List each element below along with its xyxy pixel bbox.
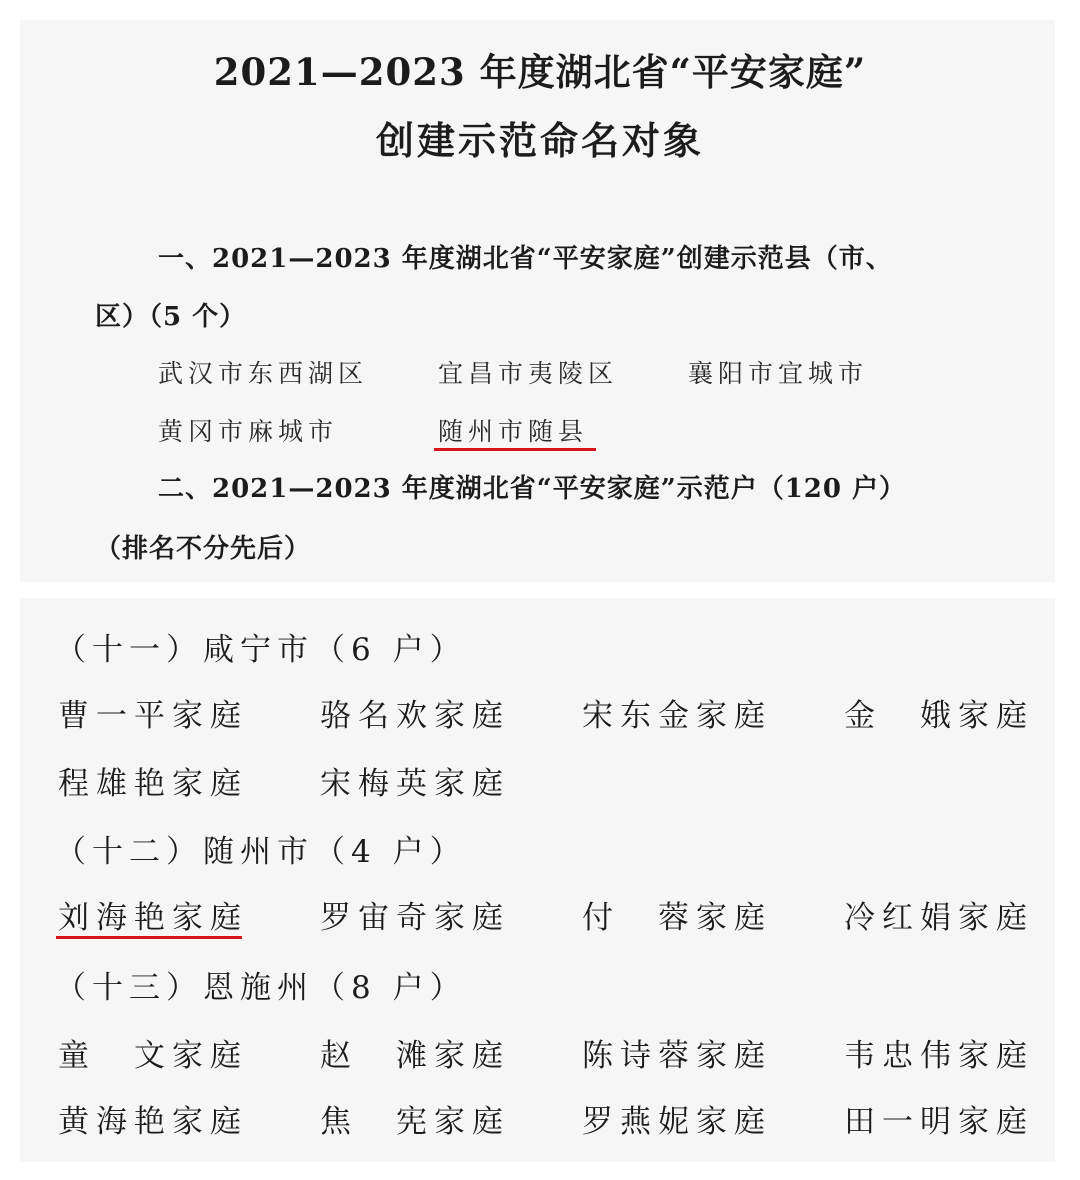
part1-heading-line-1: 一、2021—2023 年度湖北省“平安家庭”创建示范县（市、 [158, 244, 893, 274]
family-name: 宋梅英家庭 [320, 766, 510, 802]
family-name: 赵 滩家庭 [320, 1038, 510, 1074]
county-item-highlighted: 随州市随县 [438, 417, 589, 446]
document-bottom-excerpt [20, 598, 1055, 1162]
section-heading-xianning: （十一）咸宁市（6 户） [55, 632, 467, 668]
family-name: 田一明家庭 [844, 1104, 1034, 1140]
family-name: 冷红娟家庭 [844, 900, 1034, 936]
family-name: 陈诗蓉家庭 [582, 1038, 772, 1074]
document-title-line-1: 2021—2023 年度湖北省“平安家庭” [213, 50, 867, 94]
family-name: 金 娥家庭 [844, 698, 1034, 734]
county-item: 襄阳市宜城市 [688, 359, 869, 388]
family-name: 焦 宪家庭 [320, 1104, 510, 1140]
family-name: 宋东金家庭 [582, 698, 772, 734]
family-name: 罗燕妮家庭 [582, 1104, 772, 1140]
document-title-line-2: 创建示范命名对象 [375, 118, 704, 163]
family-name: 程雄艳家庭 [58, 766, 248, 802]
highlight-underline [56, 936, 242, 939]
highlight-underline [434, 448, 596, 451]
family-name: 韦忠伟家庭 [844, 1038, 1034, 1074]
section-heading-enshi: （十三）恩施州（8 户） [55, 970, 467, 1006]
family-name: 骆名欢家庭 [320, 698, 510, 734]
family-name: 黄海艳家庭 [58, 1104, 248, 1140]
county-item: 宜昌市夷陵区 [438, 359, 619, 388]
family-name-highlighted: 刘海艳家庭 [58, 900, 248, 936]
part2-heading-line-2: （排名不分先后） [95, 534, 312, 564]
section-heading-suizhou: （十二）随州市（4 户） [55, 834, 467, 870]
family-name: 付 蓉家庭 [582, 900, 772, 936]
county-item: 武汉市东西湖区 [158, 359, 369, 388]
family-name: 曹一平家庭 [58, 698, 248, 734]
part1-heading-line-2: 区）（5 个） [95, 302, 247, 332]
family-name: 罗宙奇家庭 [320, 900, 510, 936]
family-name: 童 文家庭 [58, 1038, 248, 1074]
county-item: 黄冈市麻城市 [158, 417, 339, 446]
part2-heading-line-1: 二、2021—2023 年度湖北省“平安家庭”示范户（120 户） [158, 474, 907, 504]
